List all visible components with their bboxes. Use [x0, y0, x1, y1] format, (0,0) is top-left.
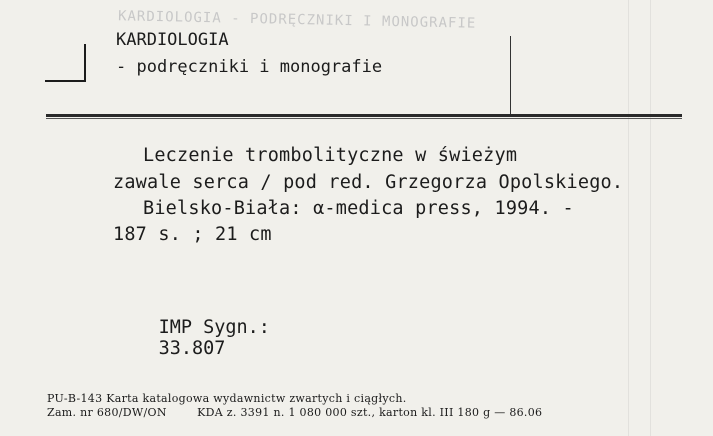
- entry-physical-description: 187 s. ; 21 cm: [113, 224, 272, 245]
- card-fold-line: [628, 0, 629, 436]
- entry-title-line-1: Leczenie trombolityczne w świeżym: [143, 145, 518, 166]
- entry-title-line-2: zawale serca / pod red. Grzegorza Opolskiego.: [113, 172, 624, 193]
- call-number-value: 33.807: [158, 338, 226, 359]
- subject-subheading: - podręczniki i monografie: [116, 57, 383, 77]
- entry-imprint-line: Bielsko-Biała: α-medica press, 1994. -: [143, 198, 574, 219]
- horizontal-rule-thin: [46, 118, 682, 119]
- card-fold-line: [650, 0, 651, 436]
- vertical-rule: [510, 36, 511, 116]
- footer-print-info: Zam. nr 680/DW/ON KDA z. 3391 n. 1 080 000 szt., karton kl. III 180 g — 86.06: [47, 406, 543, 419]
- subject-heading: KARDIOLOGIA: [116, 30, 229, 50]
- bracket-mark-horizontal: [45, 80, 86, 82]
- call-number: [114, 296, 270, 380]
- bracket-mark-vertical: [84, 44, 86, 82]
- call-number-label: IMP Sygn.:: [158, 317, 270, 338]
- footer-form-line: PU-B-143 Karta katalogowa wydawnictw zwartych i ciągłych.: [47, 392, 407, 405]
- faded-stamp-text: KARDIOLOGIA - PODRĘCZNIKI I MONOGRAFIE: [117, 8, 477, 32]
- horizontal-rule: [46, 114, 682, 117]
